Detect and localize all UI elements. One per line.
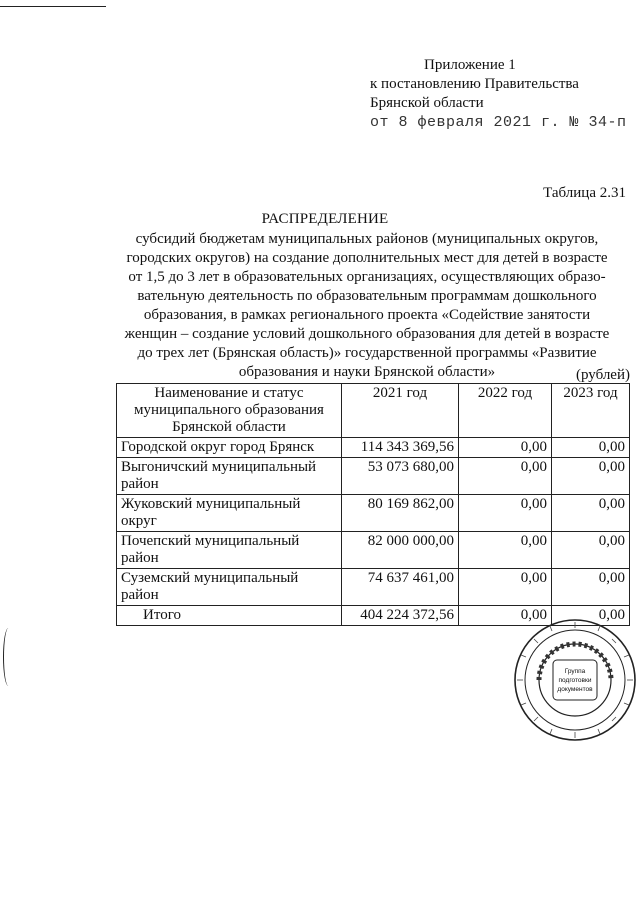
row-2022: 0,00 <box>459 495 552 532</box>
row-name: Суземский муниципальный район <box>117 569 342 606</box>
row-2023: 0,00 <box>552 458 630 495</box>
description-line: образования и науки Брянской области» <box>238 364 496 380</box>
margin-bracket <box>3 628 12 686</box>
row-2023: 0,00 <box>552 532 630 569</box>
table-row <box>117 569 630 606</box>
unit-label: (рублей) <box>575 367 630 383</box>
table-number: Таблица 2.31 <box>543 185 626 201</box>
distribution-table <box>116 383 630 626</box>
table-row <box>117 495 630 532</box>
description-line: женщин – создание условий дошкольного образования для детей в возрасте <box>124 326 610 342</box>
description-line: вательную деятельность по образовательным программам дошкольного <box>137 288 597 304</box>
total-name: Итого <box>117 606 342 626</box>
row-2023: 0,00 <box>552 495 630 532</box>
stamp-line: Группа <box>564 668 586 675</box>
total-2021: 404 224 372,56 <box>342 606 459 626</box>
description-line: от 1,5 до 3 лет в образовательных организациях, осуществляющих образо- <box>128 269 606 285</box>
table-row <box>117 532 630 569</box>
annex-line-1: к постановлению Правительства <box>370 76 579 92</box>
row-2021: 74 637 461,00 <box>342 569 459 606</box>
annex-title: Приложение 1 <box>424 57 516 73</box>
total-2022: 0,00 <box>459 606 552 626</box>
row-2021: 80 169 862,00 <box>342 495 459 532</box>
top-rule <box>0 6 106 7</box>
row-2021: 82 000 000,00 <box>342 532 459 569</box>
row-2021: 53 073 680,00 <box>342 458 459 495</box>
row-name: Почепский муниципальный район <box>117 532 342 569</box>
stamp-line: документов <box>557 686 593 693</box>
annex-block <box>370 56 627 132</box>
description-line: образования, в рамках регионального проекта «Содействие занятости <box>143 307 591 323</box>
description-line: субсидий бюджетам муниципальных районов (муниципальных округов, <box>135 231 599 247</box>
total-2023: 0,00 <box>552 606 630 626</box>
table-row <box>117 458 630 495</box>
row-2022: 0,00 <box>459 458 552 495</box>
description-line: городских округов) на создание дополнительных мест для детей в возрасте <box>126 250 608 266</box>
stamp-line: подготовки <box>558 677 592 684</box>
table-row <box>117 438 630 458</box>
row-2022: 0,00 <box>459 532 552 569</box>
header-2022: 2022 год <box>459 384 552 438</box>
table-header-row <box>117 384 630 438</box>
header-2021: 2021 год <box>342 384 459 438</box>
row-2022: 0,00 <box>459 438 552 458</box>
row-2023: 0,00 <box>552 438 630 458</box>
row-name: Жуковский муниципальный округ <box>117 495 342 532</box>
document-heading: РАСПРЕДЕЛЕНИЕ <box>261 211 389 227</box>
annex-line-2: Брянской области <box>370 95 484 111</box>
row-2021: 114 343 369,56 <box>342 438 459 458</box>
row-2022: 0,00 <box>459 569 552 606</box>
row-name: Выгоничский муниципальный район <box>117 458 342 495</box>
row-2023: 0,00 <box>552 569 630 606</box>
header-2023: 2023 год <box>552 384 630 438</box>
row-name: Городской округ город Брянск <box>117 438 342 458</box>
annex-date-line: от 8 февраля 2021 г. № 34-п <box>370 114 627 131</box>
document-description <box>112 230 622 382</box>
description-line: до трех лет (Брянская область)» государственной программы «Развитие <box>137 345 597 361</box>
header-name: Наименование и статус муниципального образования Брянской области <box>117 384 342 438</box>
office-stamp-icon <box>513 618 637 742</box>
